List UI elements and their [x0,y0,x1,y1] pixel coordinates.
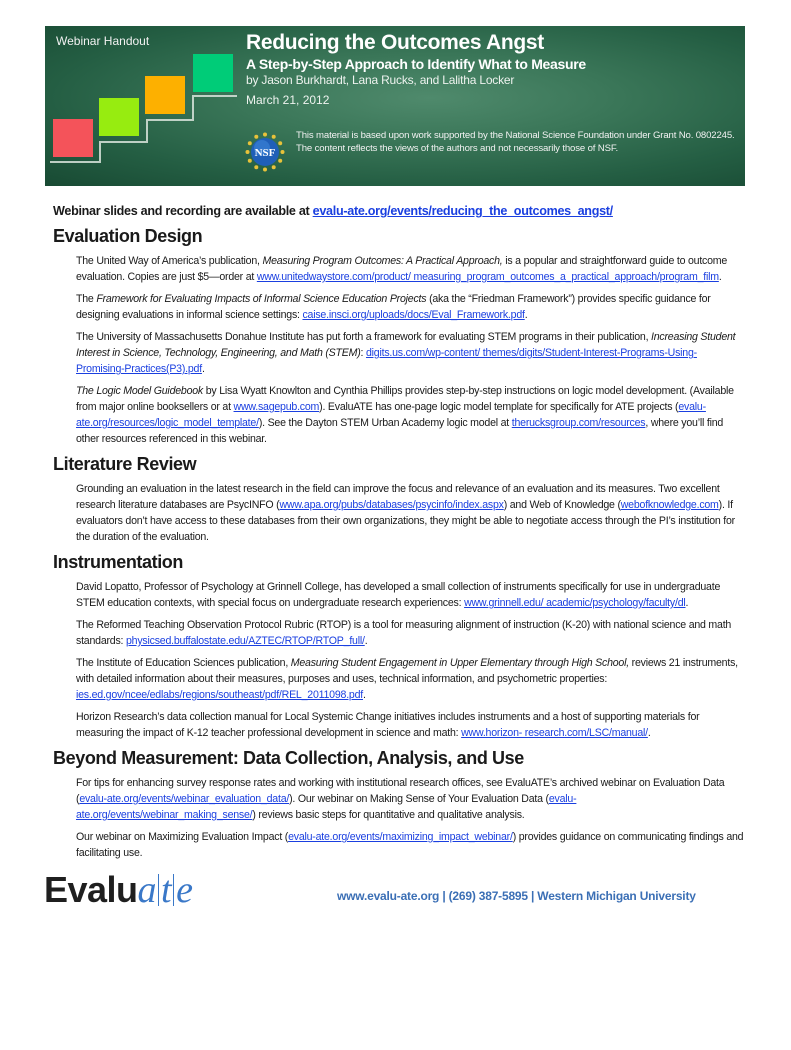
text: , where you’ll find other resources referenced in this webinar. [76,417,724,445]
paragraph-logic-model [76,383,744,447]
link-sagepub[interactable]: www.sagepub.com [233,401,320,413]
text: For tips for enhancing survey response rates and working with institutional research offices, see EvaluATE’s archived webinar on Evaluation Data ( [76,777,725,805]
step-square-orange [145,76,185,114]
text: ). See the Dayton STEM Urban Academy logic model at [258,417,512,429]
footer-contact-info: www.evalu-ate.org | (269) 387-5895 | Western Michigan University [337,889,696,903]
link-webinar-evaluation-data[interactable]: evalu-ate.org/events/webinar_evaluation_data/ [79,793,290,805]
text: The University of Massachusetts Donahue Institute has put forth a framework for evaluating STEM programs in their publication, [76,331,652,343]
text: Our webinar on Maximizing Evaluation Impact ( [76,831,289,843]
text: : [360,347,366,359]
webinar-link[interactable]: evalu-ate.org/events/reducing_the_outcomes_angst/ [312,204,613,218]
logo-divider [173,874,174,906]
link-maximizing-impact[interactable]: evalu-ate.org/events/maximizing_impact_webinar/ [288,831,513,843]
text: . [647,727,651,739]
page-subtitle: A Step-by-Step Approach to Identify What to Measure [246,56,586,72]
text: David Lopatto, Professor of Psychology at Grinnell College, has developed a small collection of instruments specifically for use in undergraduate STEM education contexts, with special focus on undergraduate research experiences: [76,581,721,609]
link-apa[interactable]: www.apa.org/pubs/databases/psycinfo/index.aspx [279,499,504,511]
logo-letter-t: t [161,869,172,911]
authors: by Jason Burkhardt, Lana Rucks, and Lalitha Locker [246,73,515,87]
link-webofknowledge[interactable]: webofknowledge.com [620,499,719,511]
text: is a popular and straightforward guide to outcome evaluation. Copies are just $5—order at [76,255,728,283]
text: ) and Web of Knowledge ( [503,499,621,511]
paragraph-literature [76,481,744,545]
link-logic-model-template[interactable]: evalu-ate.org/resources/logic_model_template/ [76,401,706,429]
link-grinnell[interactable]: www.grinnell.edu/ academic/psychology/faculty/dl [464,597,686,609]
page-content [0,203,791,861]
link-rucksgroup[interactable]: therucksgroup.com/resources [511,417,646,429]
date: March 21, 2012 [246,93,330,107]
nsf-logo-icon [245,132,285,172]
text: reviews 21 instruments, with detailed information about their measures, purposes and uses, technical information, and psychometric properties: [76,657,738,685]
link-rtop[interactable]: physicsed.buffalostate.edu/AZTEC/RTOP/RTOP_full/ [126,635,365,647]
paragraph-friedman-framework [76,291,744,323]
paragraph-rtop [76,617,744,649]
page-title: Reducing the Outcomes Angst [246,31,544,54]
book-title: Framework for Evaluating Impacts of Informal Science Education Projects [96,293,427,305]
step-square-red [53,119,93,157]
text: (aka the “Friedman Framework”) provides specific guidance for designing evaluations in informal science settings: [76,293,711,321]
nsf-disclaimer: This material is based upon work supported by the National Science Foundation under Grant No. 0802245. The content reflects the views of the authors and not necessarily those of NSF. [296,130,735,154]
link-ies[interactable]: ies.ed.gov/ncee/edlabs/regions/southeast/pdf/REL_2011098.pdf [76,689,363,701]
availability-line [53,203,744,219]
paragraph-umass-donahue [76,329,744,377]
link-unitedwaystore[interactable]: www.unitedwaystore.com/product/ measuring_program_outcomes_a_practical_approach/program_film [256,271,719,283]
text: . [201,363,205,375]
text: by Lisa Wyatt Knowlton and Cynthia Phillips provides step-by-step instructions on logic model development. (Available from major online booksellers or at [76,385,734,413]
text: ). EvaluATE has one-page logic model template for specifically for ATE projects ( [319,401,679,413]
text: The [76,293,97,305]
logo-letter-e: e [176,869,193,911]
text: . [718,271,722,283]
paragraph-ies [76,655,744,703]
paragraph-united-way [76,253,744,285]
text: . [364,635,368,647]
book-title: The Logic Model Guidebook [76,385,204,397]
link-webinar-making-sense[interactable]: evalu-ate.org/events/webinar_making_sense/ [76,793,577,821]
link-horizon-research[interactable]: www.horizon- research.com/LSC/manual/ [461,727,648,739]
step-square-lime [99,98,139,136]
text: The United Way of America’s publication, [76,255,263,267]
text: . [685,597,689,609]
text: ). If evaluators don’t have access to these databases from their own organizations, they might be able to negotiate access through the PI’s institution for the duration of the evaluation. [76,499,735,543]
paragraph-maximizing-impact [76,829,744,861]
title-block [246,30,736,108]
step-square-green [193,54,233,92]
text: Grounding an evaluation in the latest research in the field can improve the focus and relevance of an evaluation and its measures. Two excellent research literature databases are PsycINFO ( [76,483,720,511]
footer [0,867,791,927]
handout-label: Webinar Handout [56,34,150,48]
book-title: Measuring Student Engagement in Upper Elementary through High School, [290,657,629,669]
text: ). Our webinar on Making Sense of Your Evaluation Data ( [289,793,549,805]
text: Horizon Research’s data collection manual for Local Systemic Change initiatives includes instruments and a host of supporting materials for measuring the impact of K-12 teacher professional development in science and math: [76,711,700,739]
nsf-logo-text: NSF [254,147,276,159]
heading-beyond-measurement: Beyond Measurement: Data Collection, Analysis, and Use [53,748,524,768]
text: . [524,309,528,321]
text: . [362,689,366,701]
logo-text-plain: Evalu [44,869,138,910]
evaluate-logo [44,869,192,911]
logo-letter-a: a [137,869,157,911]
link-digits[interactable]: digits.us.com/wp-content/ themes/digits/Student-Interest-Programs-Using-Promising-Practices(P3).pdf [76,347,697,375]
header-banner [45,26,745,186]
paragraph-evaluation-data [76,775,744,823]
heading-evaluation-design: Evaluation Design [53,226,203,246]
paragraph-horizon [76,709,744,741]
text: The Reformed Teaching Observation Protocol Rubric (RTOP) is a tool for measuring alignment of instruction (K-20) with national science and math standards: [76,619,732,647]
book-title: Increasing Student Interest in Science, Technology, Engineering, and Math (STEM) [76,331,736,359]
heading-instrumentation: Instrumentation [53,552,184,572]
link-caise[interactable]: caise.insci.org/uploads/docs/Eval_Framework.pdf [302,309,525,321]
text: ) reviews basic steps for quantitative and qualitative analysis. [252,809,525,821]
book-title: Measuring Program Outcomes: A Practical Approach, [262,255,503,267]
availability-text: Webinar slides and recording are available at [53,204,313,218]
steps-illustration [45,26,245,186]
paragraph-lopatto [76,579,744,611]
logo-divider [158,874,159,906]
text: The Institute of Education Sciences publication, [76,657,291,669]
heading-literature-review: Literature Review [53,454,197,474]
text: ) provides guidance on communicating findings and facilitating use. [76,831,744,859]
